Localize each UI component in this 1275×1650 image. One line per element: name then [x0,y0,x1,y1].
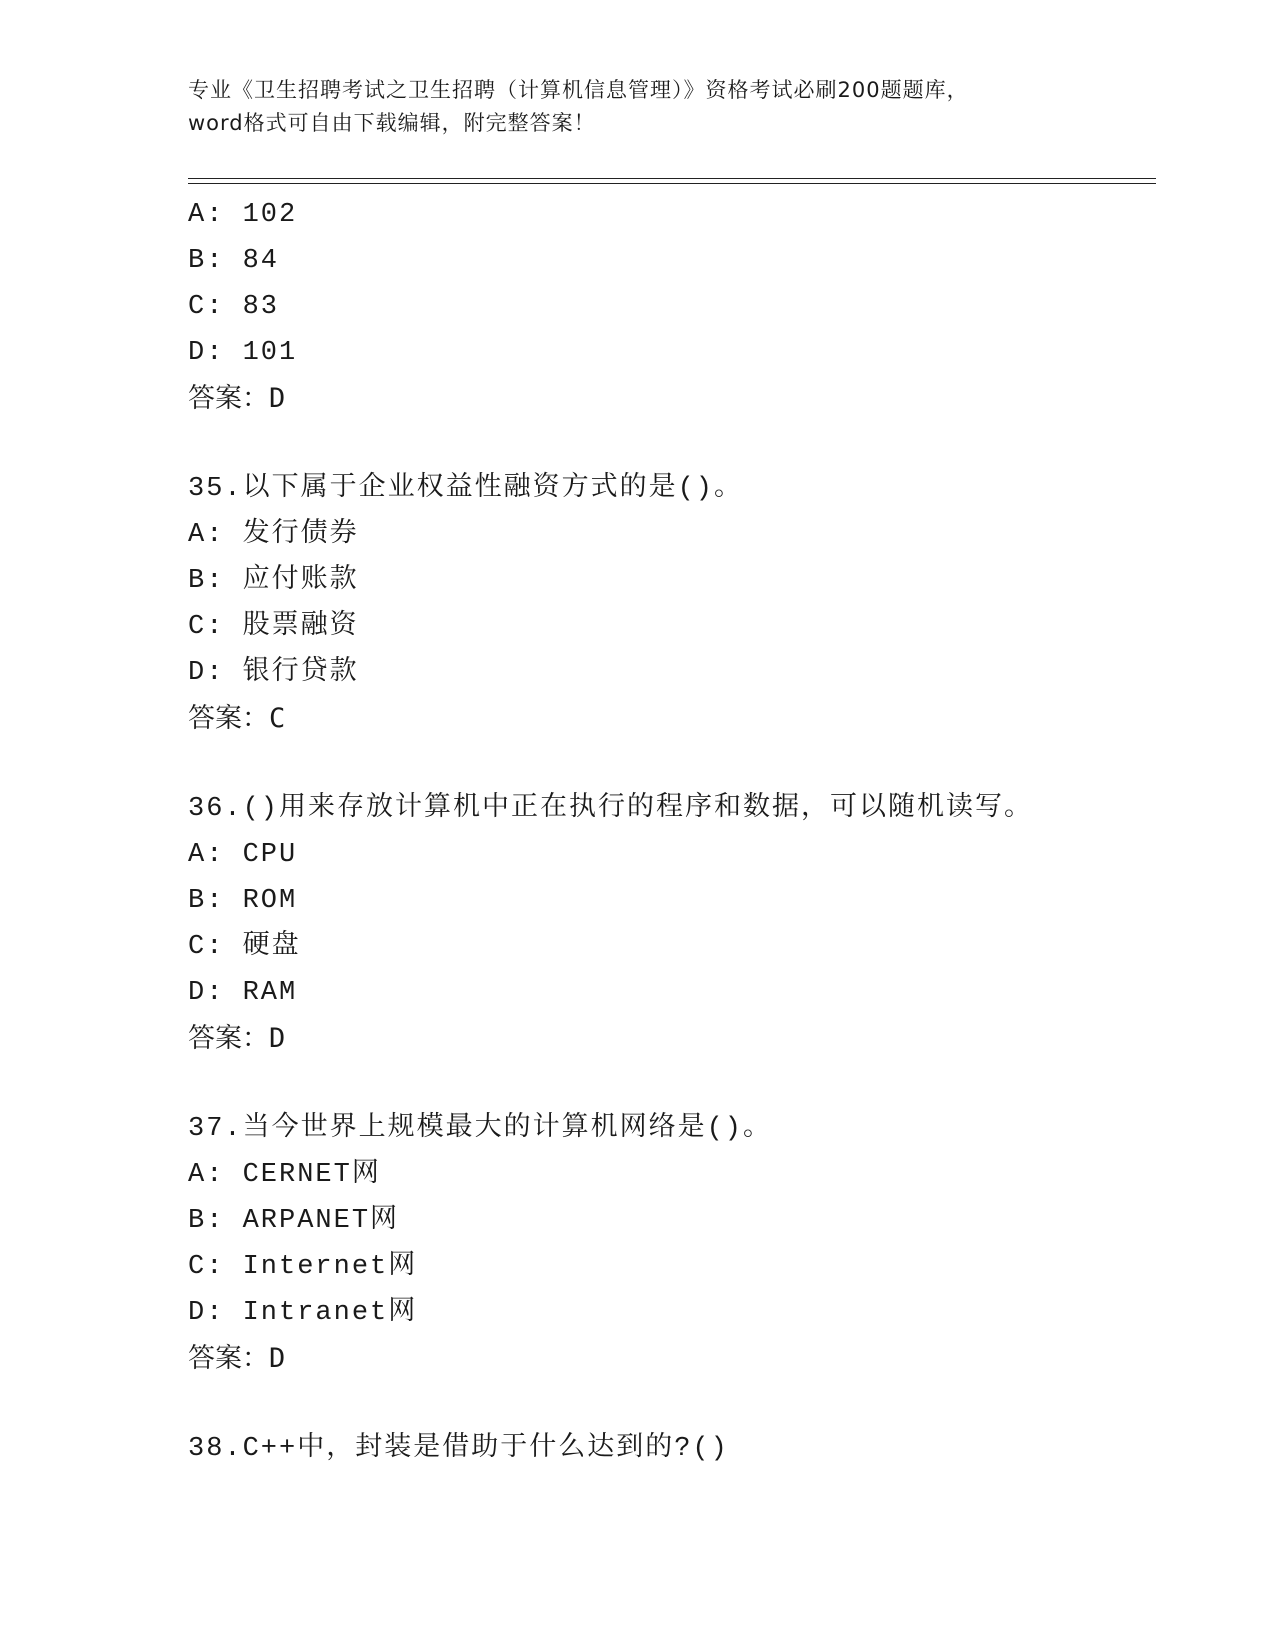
option-b: B: 应付账款 [188,566,359,596]
option-b: B: 84 [188,246,280,276]
option-d: D: RAM [188,978,298,1008]
answer-line [188,1016,1156,1062]
question-block-37 [188,1106,1156,1382]
question-block-35 [188,466,1156,742]
option-d: D: 101 [188,338,298,368]
option-c: C: 硬盘 [188,932,301,962]
option-c: C: Internet网 [188,1252,418,1282]
option-b: B: ROM [188,886,298,916]
question-block-36 [188,786,1156,1062]
question-text: 38.C++中，封装是借助于什么达到的?() [188,1434,729,1464]
question-text: 36.()用来存放计算机中正在执行的程序和数据，可以随机读写。 [188,794,1034,824]
question-text: 37.当今世界上规模最大的计算机网络是()。 [188,1114,773,1144]
option-a: A: 102 [188,200,298,230]
answer-label: 答案： [188,1343,269,1374]
option-b: B: ARPANET网 [188,1206,400,1236]
option-c: C: 股票融资 [188,612,359,642]
option-a: A: CERNET网 [188,1160,381,1190]
answer-value: D [269,1343,286,1374]
option-d: D: 银行贷款 [188,658,359,688]
answer-value: C [269,703,286,734]
answer-line [188,376,1156,422]
answer-line [188,1336,1156,1382]
header-divider-bottom [188,183,1156,184]
header-title-line-1: 专业《卫生招聘考试之卫生招聘（计算机信息管理）》资格考试必刷200题题库， [188,78,969,102]
answer-label: 答案： [188,703,269,734]
option-d: D: Intranet网 [188,1298,418,1328]
answer-label: 答案： [188,383,269,414]
header-title-line-2: word格式可自由下载编辑，附完整答案！ [188,111,596,135]
answer-value: D [269,1023,286,1054]
question-list [188,192,1156,1472]
answer-line [188,696,1156,742]
header-divider-top [188,178,1156,179]
answer-value: D [269,383,286,414]
question-block-34 [188,192,1156,422]
option-c: C: 83 [188,292,280,322]
document-header [188,74,1088,140]
option-a: A: CPU [188,840,298,870]
answer-label: 答案： [188,1023,269,1054]
question-block-38 [188,1426,1156,1472]
option-a: A: 发行债券 [188,520,359,550]
question-text: 35.以下属于企业权益性融资方式的是()。 [188,474,744,504]
